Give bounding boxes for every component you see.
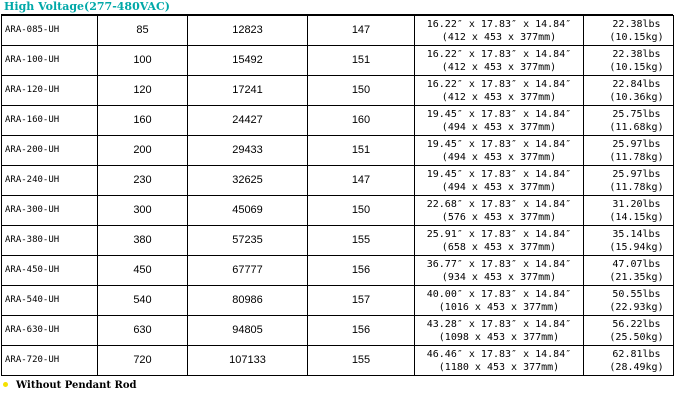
dimensions-cell bbox=[415, 136, 584, 166]
value-cell-3: 160 bbox=[308, 106, 415, 136]
dimensions-cell bbox=[415, 286, 584, 316]
weight-kg: (10.15kg) bbox=[609, 31, 664, 43]
model-cell: ARA-085-UH bbox=[2, 16, 98, 46]
value-cell-2: 15492 bbox=[188, 46, 308, 76]
weight-cell bbox=[584, 256, 674, 286]
dimensions-inches: 25.91″ x 17.83″ x 14.84″ bbox=[426, 228, 572, 240]
dimensions-cell bbox=[415, 166, 584, 196]
value-cell-2: 12823 bbox=[188, 16, 308, 46]
value-cell-3: 155 bbox=[308, 226, 415, 256]
model-cell: ARA-240-UH bbox=[2, 166, 98, 196]
dimensions-cell bbox=[415, 46, 584, 76]
section-title: High Voltage(277-480VAC) bbox=[1, 0, 673, 15]
value-cell-1: 100 bbox=[98, 46, 188, 76]
value-cell-1: 230 bbox=[98, 166, 188, 196]
weight-lbs: 50.55lbs bbox=[612, 288, 661, 300]
weight-cell bbox=[584, 46, 674, 76]
weight-kg: (11.78kg) bbox=[609, 181, 664, 193]
table-row bbox=[2, 316, 674, 346]
value-cell-1: 630 bbox=[98, 316, 188, 346]
model-cell: ARA-100-UH bbox=[2, 46, 98, 76]
dimensions-inches: 16.22″ x 17.83″ x 14.84″ bbox=[426, 78, 572, 90]
dimensions-mm: (576 x 453 x 377mm) bbox=[441, 211, 557, 223]
weight-lbs: 25.97lbs bbox=[612, 138, 661, 150]
value-cell-1: 160 bbox=[98, 106, 188, 136]
model-cell: ARA-720-UH bbox=[2, 346, 98, 376]
value-cell-2: 29433 bbox=[188, 136, 308, 166]
value-cell-3: 156 bbox=[308, 316, 415, 346]
dimensions-inches: 40.00″ x 17.83″ x 14.84″ bbox=[426, 288, 572, 300]
dimensions-inches: 22.68″ x 17.83″ x 14.84″ bbox=[426, 198, 572, 210]
model-cell: ARA-200-UH bbox=[2, 136, 98, 166]
weight-kg: (11.68kg) bbox=[609, 121, 664, 133]
weight-lbs: 25.97lbs bbox=[612, 168, 661, 180]
weight-lbs: 22.38lbs bbox=[612, 48, 661, 60]
weight-lbs: 56.22lbs bbox=[612, 318, 661, 330]
table-row bbox=[2, 196, 674, 226]
weight-lbs: 35.14lbs bbox=[612, 228, 661, 240]
weight-cell bbox=[584, 316, 674, 346]
dimensions-inches: 19.45″ x 17.83″ x 14.84″ bbox=[426, 108, 572, 120]
dimensions-cell bbox=[415, 106, 584, 136]
weight-lbs: 62.81lbs bbox=[612, 348, 661, 360]
dimensions-mm: (1016 x 453 x 377mm) bbox=[438, 301, 560, 313]
value-cell-1: 85 bbox=[98, 16, 188, 46]
weight-cell bbox=[584, 166, 674, 196]
value-cell-3: 147 bbox=[308, 16, 415, 46]
spec-table bbox=[1, 15, 674, 376]
dimensions-cell bbox=[415, 346, 584, 376]
weight-kg: (11.78kg) bbox=[609, 151, 664, 163]
model-cell: ARA-540-UH bbox=[2, 286, 98, 316]
spec-table-container bbox=[1, 0, 673, 393]
weight-cell bbox=[584, 106, 674, 136]
dimensions-cell bbox=[415, 16, 584, 46]
weight-cell bbox=[584, 16, 674, 46]
dimensions-mm: (412 x 453 x 377mm) bbox=[441, 31, 557, 43]
weight-kg: (15.94kg) bbox=[609, 241, 664, 253]
dimensions-inches: 19.45″ x 17.83″ x 14.84″ bbox=[426, 138, 572, 150]
dimensions-mm: (412 x 453 x 377mm) bbox=[441, 61, 557, 73]
dimensions-mm: (494 x 453 x 377mm) bbox=[441, 181, 557, 193]
value-cell-1: 200 bbox=[98, 136, 188, 166]
value-cell-2: 45069 bbox=[188, 196, 308, 226]
dimensions-mm: (658 x 453 x 377mm) bbox=[441, 241, 557, 253]
dimensions-cell bbox=[415, 196, 584, 226]
model-cell: ARA-300-UH bbox=[2, 196, 98, 226]
weight-kg: (28.49kg) bbox=[609, 361, 664, 373]
weight-lbs: 22.38lbs bbox=[612, 18, 661, 30]
dimensions-inches: 43.28″ x 17.83″ x 14.84″ bbox=[426, 318, 572, 330]
dimensions-inches: 46.46″ x 17.83″ x 14.84″ bbox=[426, 348, 572, 360]
dimensions-mm: (934 x 453 x 377mm) bbox=[441, 271, 557, 283]
model-cell: ARA-630-UH bbox=[2, 316, 98, 346]
table-row bbox=[2, 136, 674, 166]
table-row bbox=[2, 166, 674, 196]
weight-kg: (14.15kg) bbox=[609, 211, 664, 223]
bullet-dot-icon bbox=[3, 382, 8, 387]
weight-cell bbox=[584, 136, 674, 166]
weight-kg: (21.35kg) bbox=[609, 271, 664, 283]
table-row bbox=[2, 16, 674, 46]
weight-lbs: 25.75lbs bbox=[612, 108, 661, 120]
value-cell-2: 57235 bbox=[188, 226, 308, 256]
table-row bbox=[2, 226, 674, 256]
table-row bbox=[2, 256, 674, 286]
value-cell-2: 107133 bbox=[188, 346, 308, 376]
table-row bbox=[2, 286, 674, 316]
table-row bbox=[2, 76, 674, 106]
value-cell-1: 540 bbox=[98, 286, 188, 316]
dimensions-inches: 36.77″ x 17.83″ x 14.84″ bbox=[426, 258, 572, 270]
value-cell-1: 450 bbox=[98, 256, 188, 286]
dimensions-cell bbox=[415, 76, 584, 106]
footnote bbox=[1, 379, 673, 393]
weight-kg: (10.15kg) bbox=[609, 61, 664, 73]
dimensions-inches: 16.22″ x 17.83″ x 14.84″ bbox=[426, 48, 572, 60]
value-cell-3: 155 bbox=[308, 346, 415, 376]
value-cell-3: 156 bbox=[308, 256, 415, 286]
value-cell-3: 147 bbox=[308, 166, 415, 196]
weight-cell bbox=[584, 286, 674, 316]
dimensions-mm: (1098 x 453 x 377mm) bbox=[438, 331, 560, 343]
table-row bbox=[2, 46, 674, 76]
weight-cell bbox=[584, 346, 674, 376]
value-cell-3: 151 bbox=[308, 46, 415, 76]
dimensions-mm: (494 x 453 x 377mm) bbox=[441, 121, 557, 133]
table-row bbox=[2, 106, 674, 136]
model-cell: ARA-380-UH bbox=[2, 226, 98, 256]
footnote-text: Without Pendant Rod bbox=[16, 380, 137, 391]
weight-cell bbox=[584, 226, 674, 256]
dimensions-mm: (494 x 453 x 377mm) bbox=[441, 151, 557, 163]
value-cell-1: 380 bbox=[98, 226, 188, 256]
weight-kg: (10.36kg) bbox=[609, 91, 664, 103]
value-cell-2: 24427 bbox=[188, 106, 308, 136]
model-cell: ARA-450-UH bbox=[2, 256, 98, 286]
value-cell-2: 32625 bbox=[188, 166, 308, 196]
dimensions-mm: (412 x 453 x 377mm) bbox=[441, 91, 557, 103]
spec-table-body bbox=[2, 16, 674, 376]
value-cell-3: 150 bbox=[308, 76, 415, 106]
weight-kg: (25.50kg) bbox=[609, 331, 664, 343]
dimensions-inches: 16.22″ x 17.83″ x 14.84″ bbox=[426, 18, 572, 30]
value-cell-3: 151 bbox=[308, 136, 415, 166]
weight-lbs: 22.84lbs bbox=[612, 78, 661, 90]
model-cell: ARA-160-UH bbox=[2, 106, 98, 136]
value-cell-3: 157 bbox=[308, 286, 415, 316]
dimensions-inches: 19.45″ x 17.83″ x 14.84″ bbox=[426, 168, 572, 180]
dimensions-cell bbox=[415, 226, 584, 256]
dimensions-mm: (1180 x 453 x 377mm) bbox=[438, 361, 560, 373]
model-cell: ARA-120-UH bbox=[2, 76, 98, 106]
value-cell-2: 94805 bbox=[188, 316, 308, 346]
value-cell-1: 300 bbox=[98, 196, 188, 226]
value-cell-2: 67777 bbox=[188, 256, 308, 286]
weight-kg: (22.93kg) bbox=[609, 301, 664, 313]
dimensions-cell bbox=[415, 256, 584, 286]
table-row bbox=[2, 346, 674, 376]
value-cell-3: 150 bbox=[308, 196, 415, 226]
dimensions-cell bbox=[415, 316, 584, 346]
value-cell-2: 17241 bbox=[188, 76, 308, 106]
value-cell-2: 80986 bbox=[188, 286, 308, 316]
value-cell-1: 720 bbox=[98, 346, 188, 376]
value-cell-1: 120 bbox=[98, 76, 188, 106]
weight-cell bbox=[584, 76, 674, 106]
weight-lbs: 31.20lbs bbox=[612, 198, 661, 210]
weight-cell bbox=[584, 196, 674, 226]
weight-lbs: 47.07lbs bbox=[612, 258, 661, 270]
